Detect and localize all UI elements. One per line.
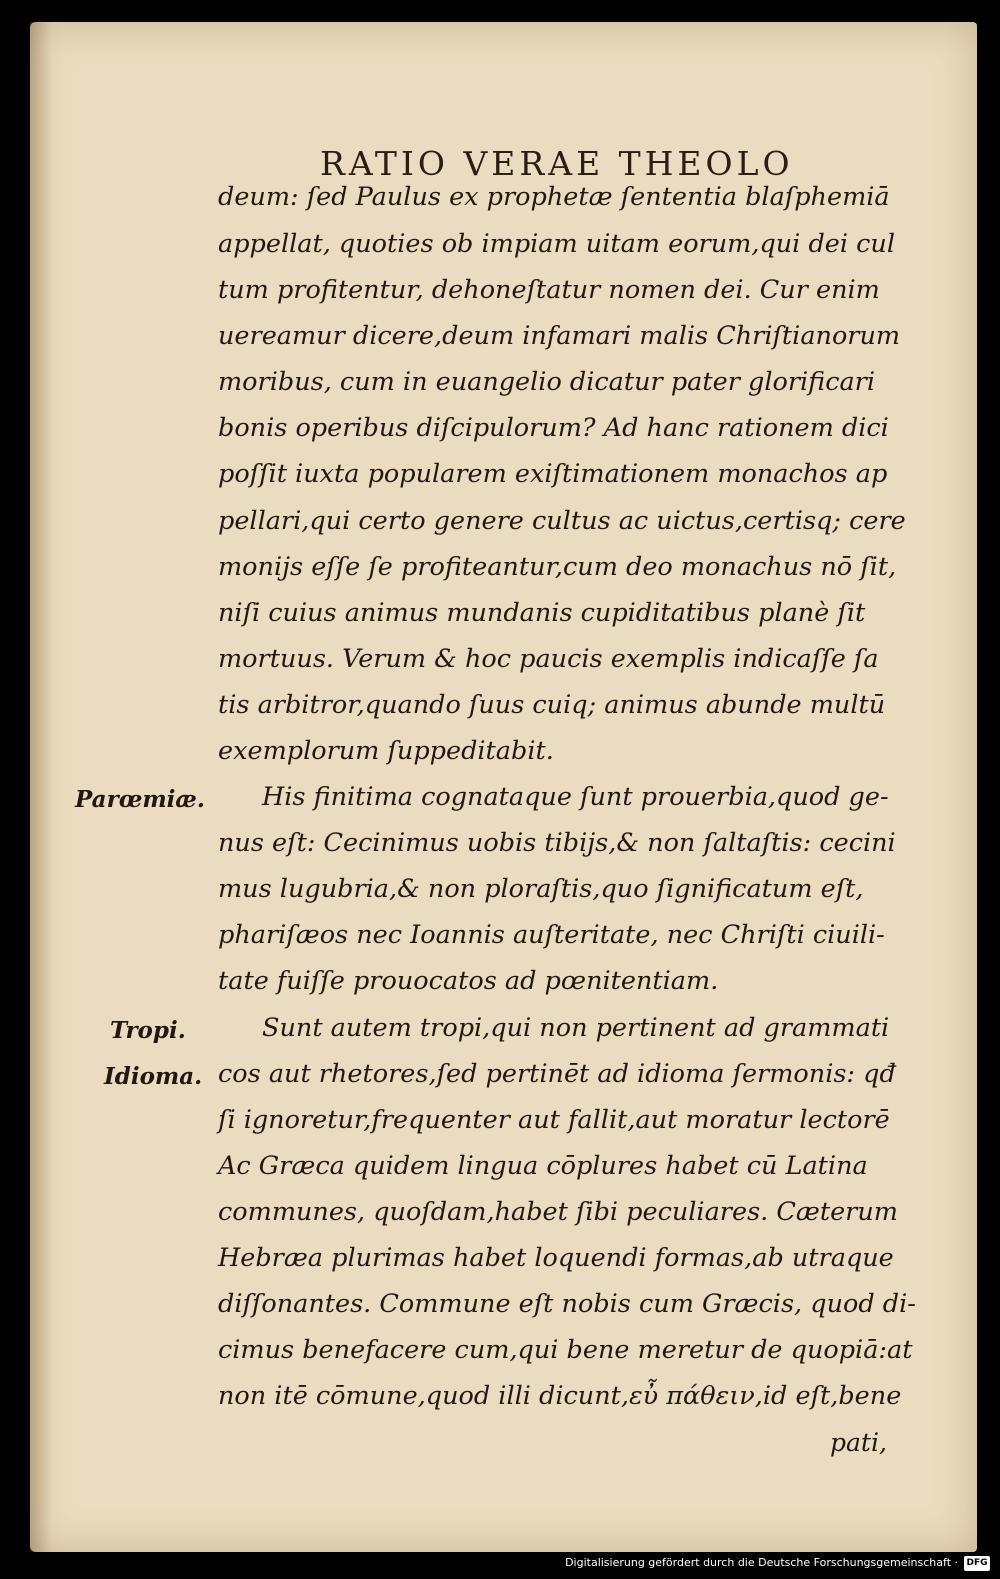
margin-note-tropi: Tropi. <box>110 1017 186 1044</box>
text-line: appellat, quoties ob impiam uitam eorum,qui dei cul <box>218 229 895 259</box>
text-line: poſſit iuxta popularem exiſtimationem monachos ap <box>218 459 888 489</box>
text-line: non itē cōmune,quod illi dicunt,εὖ πάθειν,id eſt,bene <box>218 1381 902 1411</box>
text-line: exemplorum ſuppeditabit. <box>218 736 554 766</box>
running-header: RATIO VERAE THEOLO <box>320 144 794 183</box>
text-line: cos aut rhetores,ſed pertinēt ad idioma ſermonis: qđ <box>218 1059 896 1089</box>
margin-note-paroemiae: Parœmiæ. <box>75 786 205 813</box>
text-line: Ac Græca quidem lingua cōplures habet cū Latina <box>218 1151 868 1181</box>
text-line: phariſæos nec Ioannis auſteritate, nec Chriſti ciuili- <box>218 920 885 950</box>
text-line: bonis operibus diſcipulorum? Ad hanc rationem dici <box>218 413 889 443</box>
dfg-logo: DFG <box>964 1556 990 1571</box>
text-line: His finitima cognataque ſunt prouerbia,quod ge- <box>262 782 889 812</box>
text-line: niſi cuius animus mundanis cupiditatibus planè ſit <box>218 598 866 628</box>
catchword: pati, <box>830 1428 887 1457</box>
text-line: monijs eſſe ſe profiteantur,cum deo monachus nō ſit, <box>218 552 897 582</box>
text-line: moribus, cum in euangelio dicatur pater glorificari <box>218 367 876 397</box>
text-line: deum: ſed Paulus ex prophetæ ſententia blaſphemiā <box>218 182 890 212</box>
text-line: pellari,qui certo genere cultus ac uictus,certisq; cere <box>218 506 906 536</box>
text-line: cimus benefacere cum,qui bene meretur de quopiā:at <box>218 1335 913 1365</box>
text-line: tis arbitror,quando ſuus cuiq; animus abunde multū <box>218 690 886 720</box>
text-line: mus lugubria,& non ploraſtis,quo ſignificatum eſt, <box>218 874 864 904</box>
text-line: nus eſt: Cecinimus uobis tibijs,& non ſaltaſtis: cecini <box>218 828 896 858</box>
text-line: diſſonantes. Commune eſt nobis cum Græcis, quod di- <box>218 1289 916 1319</box>
text-line: communes, quoſdam,habet ſibi peculiares. Cæterum <box>218 1197 898 1227</box>
text-line: uereamur dicere,deum infamari malis Chriſtianorum <box>218 321 901 351</box>
text-line: Hebræa plurimas habet loquendi formas,ab utraque <box>218 1243 894 1273</box>
margin-note-idioma: Idioma. <box>104 1063 203 1090</box>
text-line: ſi ignoretur,frequenter aut fallit,aut moratur lectorē <box>218 1105 890 1135</box>
text-line: mortuus. Verum & hoc paucis exemplis indicaſſe ſa <box>218 644 879 674</box>
text-line: tum profitentur, dehoneſtatur nomen dei. Cur enim <box>218 275 880 305</box>
text-line: Sunt autem tropi,qui non pertinent ad grammati <box>262 1013 890 1043</box>
digitization-credit: Digitalisierung gefördert durch die Deutsche Forschungsgemeinschaft · <box>565 1556 958 1569</box>
text-line: tate fuiſſe prouocatos ad pœnitentiam. <box>218 966 719 996</box>
